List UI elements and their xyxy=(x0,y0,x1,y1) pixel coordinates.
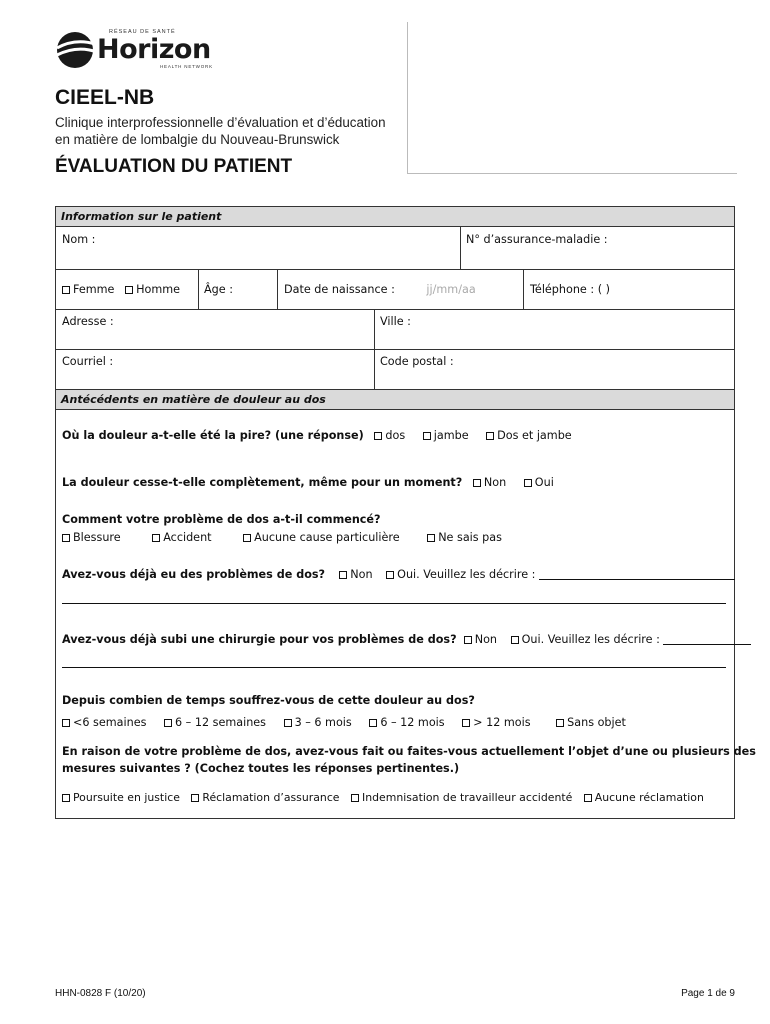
dos-et-jambe-label: Dos et jambe xyxy=(497,429,572,442)
col-divider xyxy=(277,269,278,309)
dob-label: Date de naissance : xyxy=(284,283,395,296)
q2-oui-checkbox[interactable] xyxy=(524,479,532,487)
horizon-swoosh-icon xyxy=(55,28,99,72)
blessure-checkbox[interactable] xyxy=(62,534,70,542)
q6-text: Depuis combien de temps souffrez-vous de cette douleur au dos? xyxy=(62,694,475,707)
aucune-reclamation-label: Aucune réclamation xyxy=(594,791,704,804)
poursuite-checkbox[interactable] xyxy=(62,794,70,802)
telephone-field[interactable]: Téléphone : ( ) xyxy=(530,283,610,296)
nom-field[interactable]: Nom : xyxy=(62,233,96,246)
q4-description-line[interactable] xyxy=(539,569,735,580)
sans-objet-label: Sans objet xyxy=(567,716,626,729)
question-pain-stops xyxy=(62,476,554,489)
code-postal-field[interactable]: Code postal : xyxy=(380,355,454,368)
q2-oui-label: Oui xyxy=(534,476,554,489)
accident-checkbox[interactable] xyxy=(152,534,160,542)
subtitle-line-1: Clinique interprofessionnelle d’évaluation et d’éducation xyxy=(55,115,386,130)
reclamation-assurance-label: Réclamation d’assurance xyxy=(202,791,340,804)
6-12-semaines-checkbox[interactable] xyxy=(164,719,172,727)
dob-field[interactable] xyxy=(284,283,476,296)
6-12-mois-label: 6 – 12 mois xyxy=(380,716,445,729)
homme-label: Homme xyxy=(136,283,180,296)
question-onset-options xyxy=(62,531,502,544)
3-6-mois-checkbox[interactable] xyxy=(284,719,292,727)
q2-non-label: Non xyxy=(483,476,507,489)
q5-non-label: Non xyxy=(474,633,498,646)
subtitle-line-2: en matière de lombalgie du Nouveau-Brunswick xyxy=(55,132,340,147)
q2-text: La douleur cesse-t-elle complètement, même pour un moment? xyxy=(62,476,463,489)
aucune-cause-label: Aucune cause particulière xyxy=(254,531,400,544)
q4-text: Avez-vous déjà eu des problèmes de dos? xyxy=(62,568,326,581)
header-divider-horizontal xyxy=(407,173,737,174)
dos-label: dos xyxy=(385,429,406,442)
col-divider xyxy=(198,269,199,309)
logo-wordmark: Horizon xyxy=(97,34,211,65)
question-prior-surgery xyxy=(62,633,751,646)
aucune-cause-checkbox[interactable] xyxy=(243,534,251,542)
patient-form xyxy=(55,206,756,819)
reclamation-assurance-checkbox[interactable] xyxy=(191,794,199,802)
ne-sais-pas-label: Ne sais pas xyxy=(438,531,502,544)
ne-sais-pas-checkbox[interactable] xyxy=(427,534,435,542)
row-divider xyxy=(56,269,734,270)
question-prior-problems xyxy=(62,568,735,581)
q4-oui-checkbox[interactable] xyxy=(386,571,394,579)
logo-top-text: RÉSEAU DE SANTÉ xyxy=(109,29,176,35)
indemnisation-checkbox[interactable] xyxy=(351,794,359,802)
question-duration-options xyxy=(62,716,626,729)
6-12-semaines-label: 6 – 12 semaines xyxy=(175,716,266,729)
q4-non-label: Non xyxy=(350,568,373,581)
q3-text: Comment votre problème de dos a-t-il commencé? xyxy=(62,513,381,526)
question-pain-location xyxy=(62,429,572,442)
lt6-semaines-label: <6 semaines xyxy=(73,716,147,729)
homme-checkbox[interactable] xyxy=(125,286,133,294)
lt6-semaines-checkbox[interactable] xyxy=(62,719,70,727)
q5-oui-checkbox[interactable] xyxy=(511,636,519,644)
jambe-label: jambe xyxy=(433,429,469,442)
q5-oui-label: Oui. Veuillez les décrire : xyxy=(521,633,660,646)
col-divider xyxy=(523,269,524,309)
row-divider xyxy=(56,349,734,350)
3-6-mois-label: 3 – 6 mois xyxy=(294,716,352,729)
form-code: HHN-0828 F (10/20) xyxy=(55,988,146,999)
q7-text-line-2: mesures suivantes ? (Cochez toutes les réponses pertinentes.) xyxy=(62,762,460,775)
q5-description-line-2[interactable] xyxy=(62,667,726,668)
q5-description-line[interactable] xyxy=(663,634,751,645)
sexe-options xyxy=(62,283,180,296)
section-patient-info-header: Information sur le patient xyxy=(56,207,734,227)
q4-description-line-2[interactable] xyxy=(62,603,726,604)
indemnisation-label: Indemnisation de travailleur accidenté xyxy=(361,791,573,804)
q4-oui-label: Oui. Veuillez les décrire : xyxy=(397,568,536,581)
q5-text: Avez-vous déjà subi une chirurgie pour vos problèmes de dos? xyxy=(62,633,457,646)
assurance-field[interactable]: N° d’assurance-maladie : xyxy=(466,233,608,246)
section-back-pain-header: Antécédents en matière de douleur au dos xyxy=(56,390,734,410)
femme-checkbox[interactable] xyxy=(62,286,70,294)
poursuite-label: Poursuite en justice xyxy=(73,791,180,804)
q7-text-line-1: En raison de votre problème de dos, avez-vous fait ou faites-vous actuellement l’objet d’une ou plusieurs des xyxy=(62,745,756,758)
gt12-mois-label: > 12 mois xyxy=(473,716,531,729)
dos-checkbox[interactable] xyxy=(374,432,382,440)
q2-non-checkbox[interactable] xyxy=(473,479,481,487)
dos-et-jambe-checkbox[interactable] xyxy=(486,432,494,440)
logo-bottom-text: HEALTH NETWORK xyxy=(160,64,213,69)
age-field[interactable]: Âge : xyxy=(204,283,233,296)
q4-non-checkbox[interactable] xyxy=(339,571,347,579)
form-title: CIEEL-NB xyxy=(55,86,155,109)
page-number: Page 1 de 9 xyxy=(681,988,735,999)
ville-field[interactable]: Ville : xyxy=(380,315,411,328)
blessure-label: Blessure xyxy=(73,531,121,544)
6-12-mois-checkbox[interactable] xyxy=(369,719,377,727)
q5-non-checkbox[interactable] xyxy=(464,636,472,644)
row-divider xyxy=(56,309,734,310)
col-divider xyxy=(460,227,461,269)
femme-label: Femme xyxy=(73,283,115,296)
gt12-mois-checkbox[interactable] xyxy=(462,719,470,727)
header-divider-vertical xyxy=(407,22,408,174)
q1-text: Où la douleur a-t-elle été la pire? (une réponse) xyxy=(62,429,364,442)
accident-label: Accident xyxy=(163,531,212,544)
jambe-checkbox[interactable] xyxy=(423,432,431,440)
page-heading: ÉVALUATION DU PATIENT xyxy=(55,156,293,177)
courriel-field[interactable]: Courriel : xyxy=(62,355,114,368)
sans-objet-checkbox[interactable] xyxy=(556,719,564,727)
aucune-reclamation-checkbox[interactable] xyxy=(584,794,592,802)
horizon-logo xyxy=(55,28,225,72)
question-claims-options xyxy=(62,791,704,804)
adresse-field[interactable]: Adresse : xyxy=(62,315,114,328)
form-subtitle xyxy=(55,114,415,148)
dob-placeholder: jj/mm/aa xyxy=(426,283,476,296)
